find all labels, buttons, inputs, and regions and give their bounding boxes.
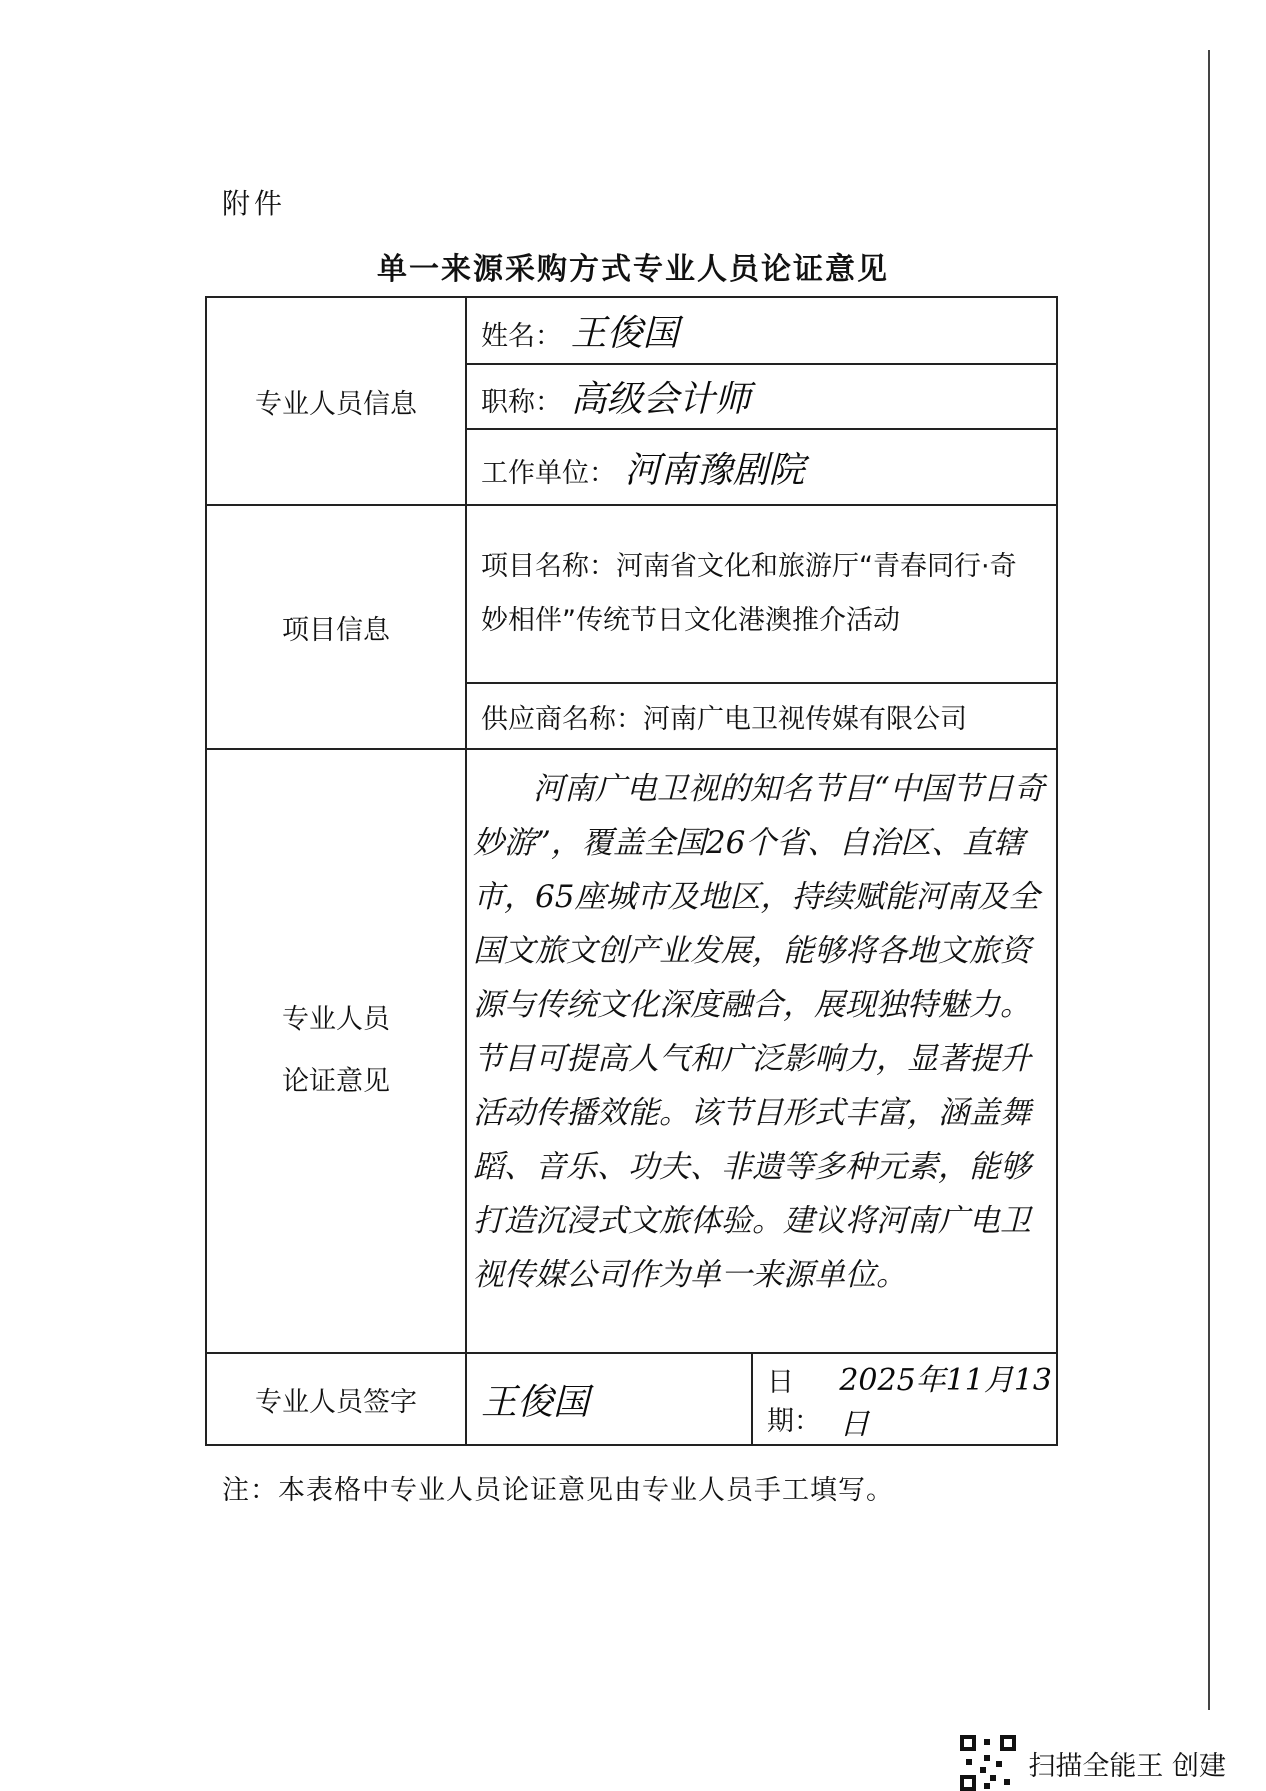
project-name: 项目名称：河南省文化和旅游厅“青春同行·奇妙相伴”传统节日文化港澳推介活动: [466, 505, 1057, 683]
attachment-label: 附件: [222, 187, 287, 220]
scan-edge-line: [1208, 50, 1210, 1710]
unit-value: 河南豫剧院: [624, 449, 805, 491]
opinion-label-line1: 专业人员: [282, 1004, 390, 1035]
expert-info-label: 专业人员信息: [206, 297, 466, 505]
opinion-text: 河南广电卫视的知名节目“中国节日奇妙游”，覆盖全国26个省、自治区、直辖市，65座城市及地区，持续赋能河南及全国文旅文创产业发展，能够将各地文旅资源与传统文化深度融合，展现独特魅力。节目可提高人气和广泛影响力，显著提升活动传播效能。该节目形式丰富，涵盖舞蹈、音乐、功夫、非遗等多种元素，能够打造沉浸式文旅体验。建议将河南广电卫视传媒公司作为单一来源单位。: [466, 749, 1057, 1353]
project-info-label: 项目信息: [206, 505, 466, 749]
date-value: 2025年11月13日: [839, 1363, 1053, 1442]
title-value: 高级会计师: [570, 379, 751, 420]
document-title: 单一来源采购方式专业人员论证意见: [377, 252, 889, 287]
qr-code-icon: [960, 1735, 1016, 1791]
opinion-label: [206, 749, 466, 1353]
signature-label: 专业人员签字: [206, 1353, 466, 1445]
title-row: [466, 364, 1057, 429]
name-label: 姓名：: [481, 321, 562, 352]
opinion-label-line2: 论证意见: [282, 1066, 390, 1097]
scanner-watermark: [960, 1735, 1226, 1791]
unit-label: 工作单位：: [481, 457, 616, 489]
watermark-text: 扫描全能王 创建: [1028, 1750, 1226, 1782]
date-label: 日期：: [767, 1367, 821, 1437]
signature-name: 王俊国: [481, 1381, 590, 1423]
signature-cell: [467, 1354, 753, 1444]
title-label: 职称：: [481, 387, 562, 418]
footnote: 注：本表格中专业人员论证意见由专业人员手工填写。: [222, 1475, 894, 1506]
unit-row: [466, 429, 1057, 505]
signature-row: [466, 1353, 1057, 1445]
opinion-form-table: [205, 296, 1058, 1446]
name-value: 王俊国: [570, 313, 679, 354]
name-row: [466, 297, 1057, 364]
supplier-name: 供应商名称：河南广电卫视传媒有限公司: [466, 683, 1057, 749]
date-cell: [753, 1354, 1056, 1444]
